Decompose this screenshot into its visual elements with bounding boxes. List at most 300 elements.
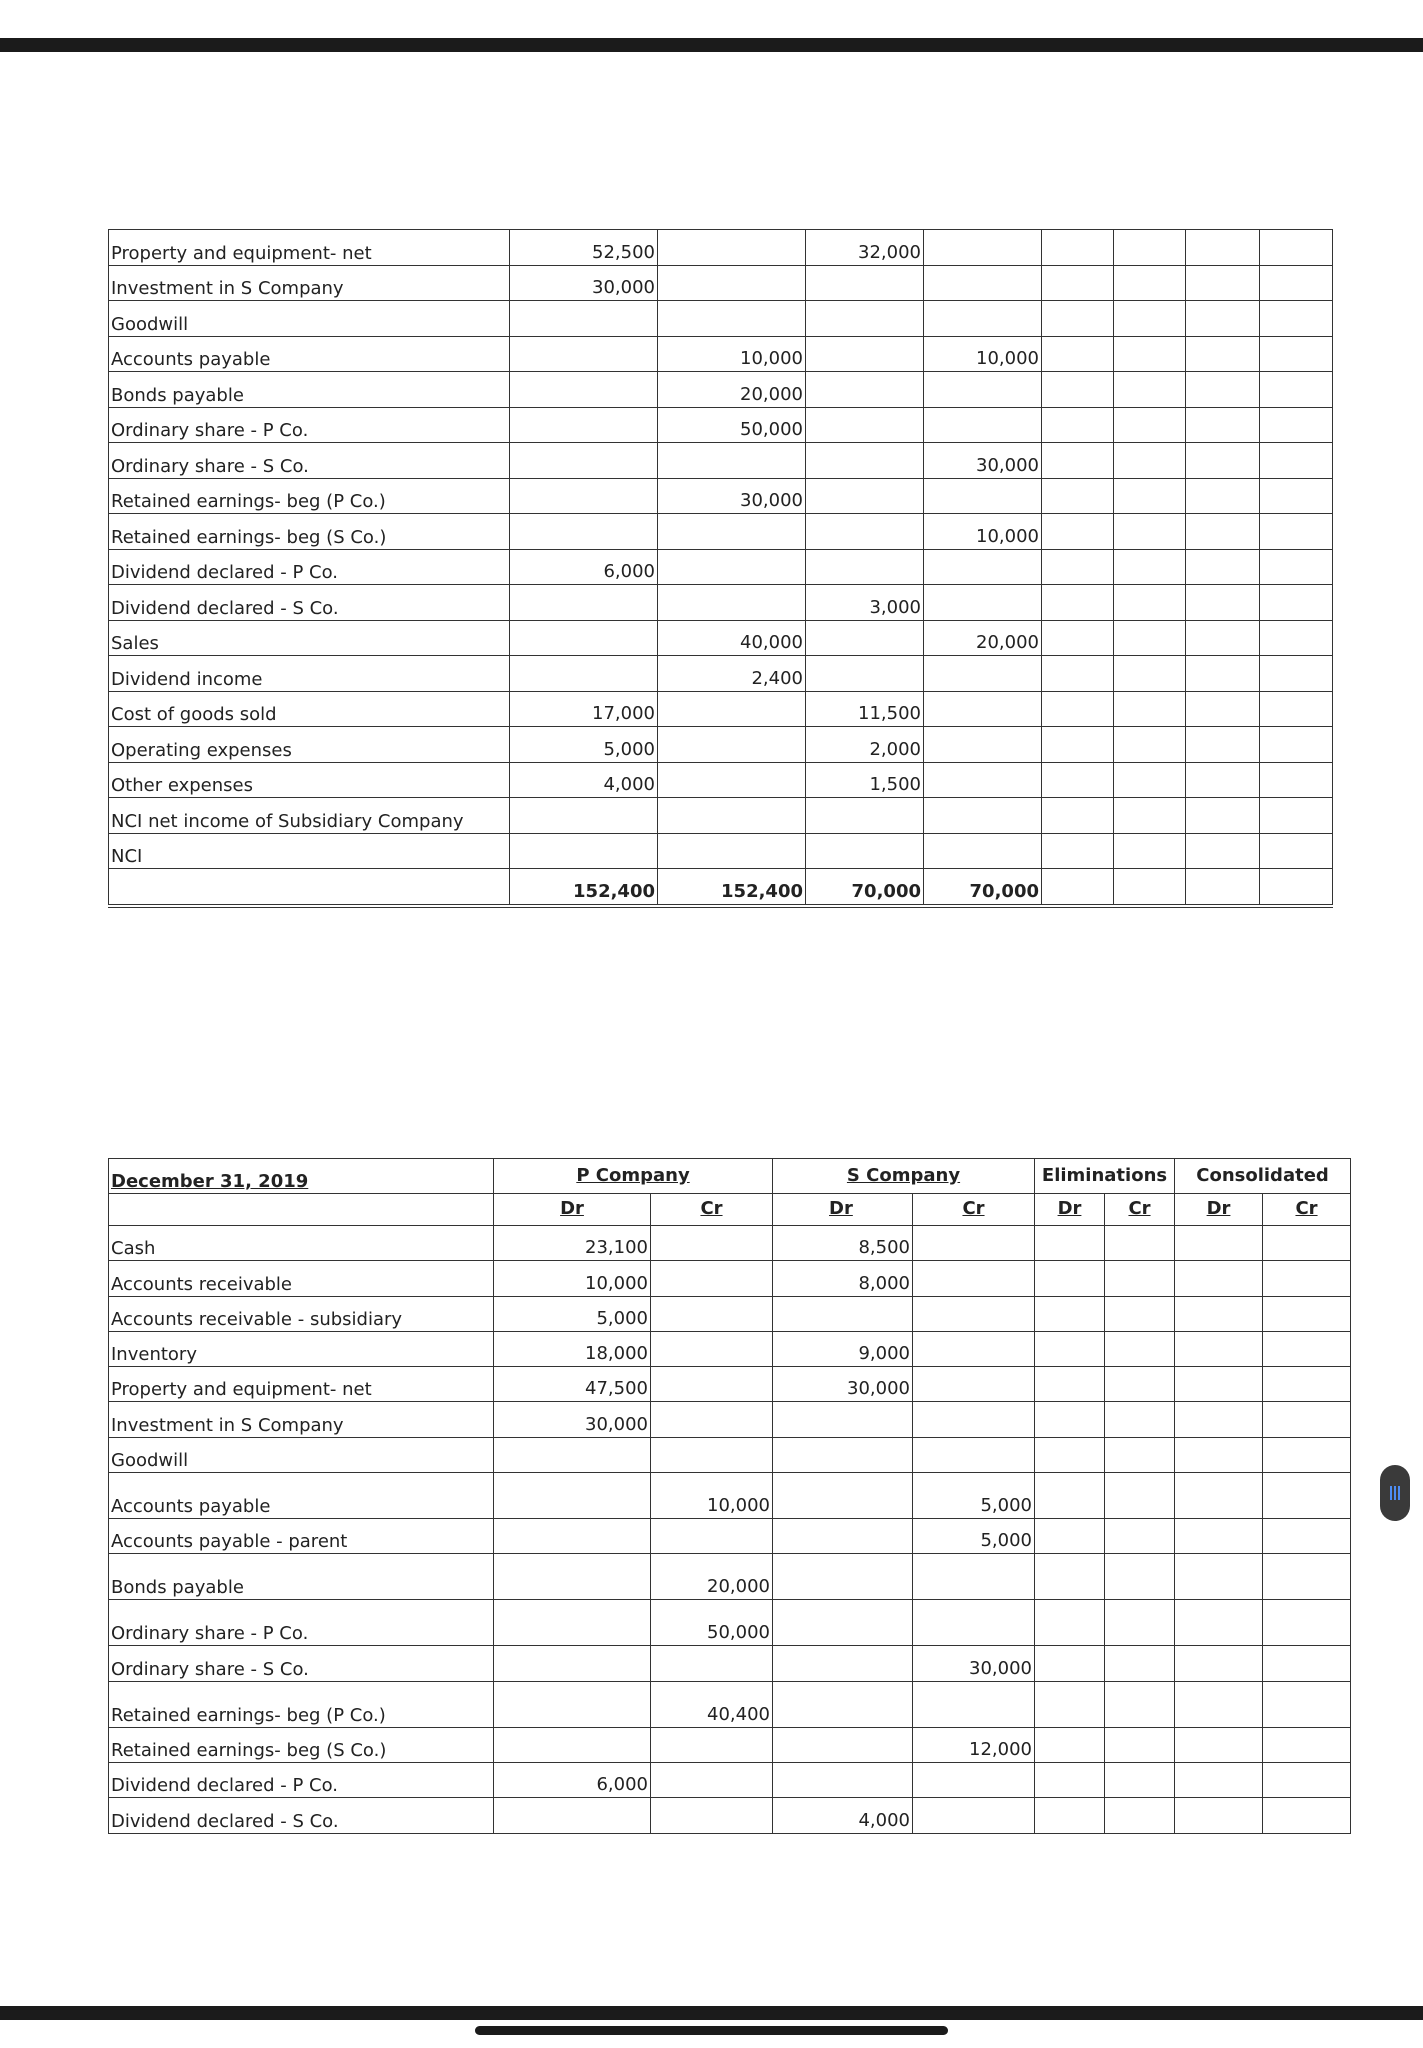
cell-p-cr: 10,000 (651, 1473, 773, 1519)
total-p-cr: 152,400 (658, 869, 806, 906)
table-row (109, 833, 1333, 869)
cell-s-cr (924, 691, 1042, 727)
empty-cell (1186, 372, 1260, 408)
cell-p-cr (658, 514, 806, 550)
cell-p-dr (510, 585, 658, 621)
row-label: Investment in S Company (109, 1402, 494, 1437)
table-row (109, 1519, 1351, 1554)
cell-p-dr (510, 514, 658, 550)
empty-cell (1035, 1600, 1105, 1646)
cell-s-dr (806, 549, 924, 585)
row-label: Retained earnings- beg (S Co.) (109, 1727, 494, 1762)
empty-cell (1105, 1727, 1175, 1762)
table-row (109, 1296, 1351, 1331)
empty-cell (1186, 691, 1260, 727)
empty-cell (1105, 1600, 1175, 1646)
table-row (109, 301, 1333, 337)
empty-cell (1186, 230, 1260, 266)
cell-p-cr (658, 762, 806, 798)
table-row (109, 549, 1333, 585)
empty-cell (1114, 443, 1186, 479)
empty-cell (1263, 1519, 1351, 1554)
empty-cell (1042, 372, 1114, 408)
cell-s-dr (773, 1402, 913, 1437)
empty-cell (1186, 549, 1260, 585)
cell-s-cr (924, 478, 1042, 514)
empty-cell (1260, 230, 1333, 266)
empty-cell (1042, 869, 1114, 906)
empty-cell (1114, 585, 1186, 621)
empty-cell (1175, 1296, 1263, 1331)
empty-cell (1263, 1473, 1351, 1519)
cell-s-cr (913, 1437, 1035, 1472)
cell-s-cr: 5,000 (913, 1519, 1035, 1554)
cell-p-cr: 20,000 (658, 372, 806, 408)
cell-s-dr: 1,500 (806, 762, 924, 798)
cell-s-cr (913, 1331, 1035, 1366)
cell-s-cr: 30,000 (924, 443, 1042, 479)
row-label: Dividend declared - P Co. (109, 549, 510, 585)
cell-p-dr (494, 1554, 651, 1600)
cell-s-dr: 3,000 (806, 585, 924, 621)
cell-s-cr (924, 372, 1042, 408)
empty-cell (1105, 1367, 1175, 1402)
table-row (109, 1402, 1351, 1437)
empty-cell (1186, 585, 1260, 621)
cell-p-dr: 10,000 (494, 1261, 651, 1296)
empty-cell (1260, 514, 1333, 550)
cell-p-cr (651, 1226, 773, 1261)
empty-cell (1186, 620, 1260, 656)
empty-cell (1260, 407, 1333, 443)
empty-cell (1042, 620, 1114, 656)
table-row (109, 478, 1333, 514)
empty-cell (1114, 407, 1186, 443)
empty-cell (1186, 336, 1260, 372)
empty-cell (1114, 336, 1186, 372)
table-row (109, 265, 1333, 301)
cell-p-dr (494, 1519, 651, 1554)
empty-cell (1260, 691, 1333, 727)
date-label: December 31, 2019 (109, 1159, 494, 1194)
empty-cell (1186, 833, 1260, 869)
empty-cell (1263, 1331, 1351, 1366)
row-label: Accounts receivable - subsidiary (109, 1296, 494, 1331)
cell-p-dr: 5,000 (494, 1296, 651, 1331)
home-indicator[interactable] (475, 2026, 948, 2035)
empty-cell (1175, 1646, 1263, 1681)
table-row (109, 620, 1333, 656)
empty-cell (1263, 1437, 1351, 1472)
cell-s-cr (913, 1600, 1035, 1646)
row-label: Accounts payable (109, 1473, 494, 1519)
cell-s-dr: 8,000 (773, 1261, 913, 1296)
empty-cell (1114, 514, 1186, 550)
empty-cell (1114, 869, 1186, 906)
cell-p-dr (510, 443, 658, 479)
totals-row (109, 869, 1333, 906)
row-label: Accounts payable - parent (109, 1519, 494, 1554)
empty-cell (1186, 869, 1260, 906)
row-label: Dividend declared - S Co. (109, 585, 510, 621)
cell-s-dr (773, 1646, 913, 1681)
cell-p-cr (651, 1798, 773, 1833)
cell-s-cr (924, 833, 1042, 869)
cell-p-dr (510, 656, 658, 692)
cell-p-dr: 18,000 (494, 1331, 651, 1366)
cell-p-cr (658, 798, 806, 834)
header-row-drcr (109, 1193, 1351, 1226)
cell-s-dr: 9,000 (773, 1331, 913, 1366)
total-p-dr: 152,400 (510, 869, 658, 906)
cell-s-cr: 30,000 (913, 1646, 1035, 1681)
s-company-header: S Company (773, 1159, 1035, 1194)
empty-cell (1186, 514, 1260, 550)
cell-p-cr (651, 1646, 773, 1681)
p-cr-header: Cr (651, 1193, 773, 1226)
consolidated-header: Consolidated (1175, 1159, 1351, 1194)
cell-s-cr (924, 549, 1042, 585)
table-row (109, 372, 1333, 408)
cell-p-dr: 6,000 (510, 549, 658, 585)
empty-cell (1105, 1331, 1175, 1366)
empty-cell (1175, 1798, 1263, 1833)
empty-cell (1186, 762, 1260, 798)
empty-cell (1105, 1554, 1175, 1600)
row-label: Cost of goods sold (109, 691, 510, 727)
cell-p-dr: 30,000 (510, 265, 658, 301)
cell-s-dr (806, 443, 924, 479)
cell-p-dr (494, 1437, 651, 1472)
empty-cell (1035, 1762, 1105, 1797)
cell-s-cr (913, 1554, 1035, 1600)
cell-s-cr (913, 1681, 1035, 1727)
row-label: Dividend declared - S Co. (109, 1798, 494, 1833)
table-row (109, 230, 1333, 266)
empty-cell (1035, 1646, 1105, 1681)
cell-p-cr (651, 1519, 773, 1554)
table-row (109, 514, 1333, 550)
row-label: Goodwill (109, 1437, 494, 1472)
empty-cell (1042, 265, 1114, 301)
empty-cell (1035, 1367, 1105, 1402)
cell-p-dr (494, 1727, 651, 1762)
cell-p-dr (510, 301, 658, 337)
cell-s-dr (773, 1762, 913, 1797)
row-label: Cash (109, 1226, 494, 1261)
cell-s-cr: 5,000 (913, 1473, 1035, 1519)
cell-s-cr (924, 762, 1042, 798)
empty-cell (1035, 1798, 1105, 1833)
cell-p-dr (494, 1473, 651, 1519)
empty-cell (1175, 1437, 1263, 1472)
cons-cr-header: Cr (1263, 1193, 1351, 1226)
cell-p-dr (510, 478, 658, 514)
cell-p-dr: 52,500 (510, 230, 658, 266)
empty-cell (1175, 1762, 1263, 1797)
empty-cell (1105, 1437, 1175, 1472)
empty-cell (1260, 762, 1333, 798)
empty-cell (1114, 727, 1186, 763)
cell-p-dr: 47,500 (494, 1367, 651, 1402)
cell-p-dr (494, 1681, 651, 1727)
cell-s-cr (924, 656, 1042, 692)
table-row (109, 762, 1333, 798)
cell-s-dr (773, 1681, 913, 1727)
empty-cell (1263, 1226, 1351, 1261)
cell-p-cr (651, 1367, 773, 1402)
empty-cell (1260, 798, 1333, 834)
cell-p-dr (494, 1646, 651, 1681)
empty-cell (1175, 1331, 1263, 1366)
table-row (109, 407, 1333, 443)
empty-cell (1042, 549, 1114, 585)
row-label: Bonds payable (109, 372, 510, 408)
cell-p-dr: 4,000 (510, 762, 658, 798)
empty-cell (1263, 1261, 1351, 1296)
empty-cell (1042, 691, 1114, 727)
empty-cell (1175, 1367, 1263, 1402)
empty-cell (1175, 1554, 1263, 1600)
cell-p-dr: 30,000 (494, 1402, 651, 1437)
row-label: Operating expenses (109, 727, 510, 763)
cell-s-dr (773, 1554, 913, 1600)
elim-cr-header: Cr (1105, 1193, 1175, 1226)
row-label: Investment in S Company (109, 265, 510, 301)
table-row (109, 1646, 1351, 1681)
worksheet-table-top (108, 229, 1333, 908)
empty-cell (1260, 620, 1333, 656)
empty-cell (1105, 1519, 1175, 1554)
empty-cell (1035, 1261, 1105, 1296)
empty-cell (1042, 478, 1114, 514)
empty-cell (1260, 301, 1333, 337)
table-row (109, 443, 1333, 479)
empty-cell (1042, 443, 1114, 479)
table-row (109, 1554, 1351, 1600)
empty-cell (1042, 230, 1114, 266)
cell-s-dr (806, 265, 924, 301)
row-label: Retained earnings- beg (P Co.) (109, 478, 510, 514)
scroll-handle[interactable] (1380, 1465, 1410, 1521)
cell-p-dr (510, 798, 658, 834)
table-row (109, 1367, 1351, 1402)
cell-s-dr: 30,000 (773, 1367, 913, 1402)
empty-cell (1105, 1646, 1175, 1681)
empty-cell (1114, 833, 1186, 869)
empty-cell (1114, 798, 1186, 834)
empty-cell (1260, 478, 1333, 514)
row-label: Ordinary share - S Co. (109, 443, 510, 479)
row-label: Goodwill (109, 301, 510, 337)
cell-p-cr (658, 443, 806, 479)
empty-cell (1035, 1226, 1105, 1261)
empty-cell (1260, 265, 1333, 301)
empty-cell (1175, 1519, 1263, 1554)
empty-cell (1105, 1681, 1175, 1727)
table-row (109, 1727, 1351, 1762)
empty-cell (1186, 407, 1260, 443)
cell-p-cr: 10,000 (658, 336, 806, 372)
empty-cell (1042, 656, 1114, 692)
cell-p-cr: 30,000 (658, 478, 806, 514)
empty-cell (1114, 656, 1186, 692)
elim-dr-header: Dr (1035, 1193, 1105, 1226)
blank-cell (109, 1193, 494, 1226)
empty-cell (1042, 407, 1114, 443)
empty-cell (1105, 1261, 1175, 1296)
empty-cell (1105, 1762, 1175, 1797)
cell-p-cr (651, 1762, 773, 1797)
cell-s-dr: 2,000 (806, 727, 924, 763)
empty-cell (1114, 549, 1186, 585)
empty-cell (1114, 762, 1186, 798)
table-row (109, 1681, 1351, 1727)
empty-cell (1114, 265, 1186, 301)
empty-cell (1186, 727, 1260, 763)
cell-p-cr: 20,000 (651, 1554, 773, 1600)
empty-cell (1263, 1762, 1351, 1797)
empty-cell (1035, 1402, 1105, 1437)
cell-s-dr (806, 336, 924, 372)
empty-cell (1105, 1226, 1175, 1261)
empty-cell (1263, 1681, 1351, 1727)
table-row (109, 1437, 1351, 1472)
table-row (109, 798, 1333, 834)
row-label: Ordinary share - P Co. (109, 1600, 494, 1646)
empty-cell (1186, 443, 1260, 479)
row-label: Inventory (109, 1331, 494, 1366)
cell-p-cr (658, 727, 806, 763)
s-dr-header: Dr (773, 1193, 913, 1226)
cell-s-cr (924, 407, 1042, 443)
menu-icon (1390, 1486, 1400, 1500)
cell-s-dr (806, 301, 924, 337)
cell-s-cr (924, 727, 1042, 763)
cell-p-dr: 6,000 (494, 1762, 651, 1797)
row-label: Property and equipment- net (109, 1367, 494, 1402)
cell-s-cr: 20,000 (924, 620, 1042, 656)
table-row (109, 1473, 1351, 1519)
empty-cell (1114, 372, 1186, 408)
cell-p-cr: 50,000 (651, 1600, 773, 1646)
bottom-bar (0, 2006, 1423, 2020)
empty-cell (1042, 301, 1114, 337)
empty-cell (1175, 1402, 1263, 1437)
cell-s-dr (806, 372, 924, 408)
cell-s-cr (913, 1367, 1035, 1402)
empty-cell (1114, 620, 1186, 656)
cell-p-dr: 23,100 (494, 1226, 651, 1261)
empty-cell (1175, 1226, 1263, 1261)
empty-cell (1260, 372, 1333, 408)
cell-p-cr: 2,400 (658, 656, 806, 692)
empty-cell (1042, 727, 1114, 763)
cell-s-dr (773, 1473, 913, 1519)
row-label: Dividend declared - P Co. (109, 1762, 494, 1797)
row-label: Sales (109, 620, 510, 656)
empty-cell (1105, 1402, 1175, 1437)
top-bar (0, 38, 1423, 52)
row-label: Other expenses (109, 762, 510, 798)
cell-p-cr: 50,000 (658, 407, 806, 443)
empty-cell (1260, 336, 1333, 372)
cell-s-cr (913, 1226, 1035, 1261)
empty-cell (1175, 1473, 1263, 1519)
total-s-dr: 70,000 (806, 869, 924, 906)
empty-cell (1042, 833, 1114, 869)
cell-s-cr: 10,000 (924, 336, 1042, 372)
empty-cell (1105, 1798, 1175, 1833)
cell-s-dr (806, 656, 924, 692)
table-row (109, 585, 1333, 621)
row-label: Dividend income (109, 656, 510, 692)
empty-cell (1105, 1296, 1175, 1331)
cell-p-cr (651, 1261, 773, 1296)
cell-p-dr (510, 620, 658, 656)
s-cr-header: Cr (913, 1193, 1035, 1226)
row-label: NCI net income of Subsidiary Company (109, 798, 510, 834)
empty-cell (1042, 798, 1114, 834)
empty-cell (1260, 727, 1333, 763)
cell-s-cr (913, 1762, 1035, 1797)
cell-p-cr (651, 1402, 773, 1437)
empty-cell (1042, 514, 1114, 550)
empty-cell (1114, 230, 1186, 266)
empty-cell (1114, 478, 1186, 514)
cell-s-cr (913, 1261, 1035, 1296)
cell-s-dr (773, 1600, 913, 1646)
cell-p-dr: 17,000 (510, 691, 658, 727)
table-row (109, 727, 1333, 763)
empty-cell (1263, 1798, 1351, 1833)
cell-s-dr (773, 1437, 913, 1472)
empty-cell (1263, 1600, 1351, 1646)
row-label: Ordinary share - S Co. (109, 1646, 494, 1681)
cell-s-cr (924, 265, 1042, 301)
cell-s-dr (806, 798, 924, 834)
cell-s-dr (773, 1296, 913, 1331)
cell-s-dr: 32,000 (806, 230, 924, 266)
cell-p-cr: 40,000 (658, 620, 806, 656)
empty-cell (1263, 1646, 1351, 1681)
cell-p-cr (658, 230, 806, 266)
empty-cell (1186, 301, 1260, 337)
empty-cell (1175, 1727, 1263, 1762)
empty-cell (1105, 1473, 1175, 1519)
cell-s-dr (806, 478, 924, 514)
empty-cell (1175, 1261, 1263, 1296)
cell-s-dr (773, 1519, 913, 1554)
table-row (109, 1226, 1351, 1261)
cell-s-cr (924, 585, 1042, 621)
cell-s-cr (913, 1296, 1035, 1331)
cell-p-dr (510, 833, 658, 869)
cell-p-cr (651, 1331, 773, 1366)
table-row (109, 1331, 1351, 1366)
cell-p-cr (658, 691, 806, 727)
cell-p-cr (658, 301, 806, 337)
empty-cell (1186, 798, 1260, 834)
cell-p-cr: 40,400 (651, 1681, 773, 1727)
row-label: Accounts payable (109, 336, 510, 372)
empty-cell (1260, 869, 1333, 906)
total-s-cr: 70,000 (924, 869, 1042, 906)
empty-cell (1042, 762, 1114, 798)
table-row (109, 656, 1333, 692)
cell-p-dr (494, 1600, 651, 1646)
eliminations-header: Eliminations (1035, 1159, 1175, 1194)
